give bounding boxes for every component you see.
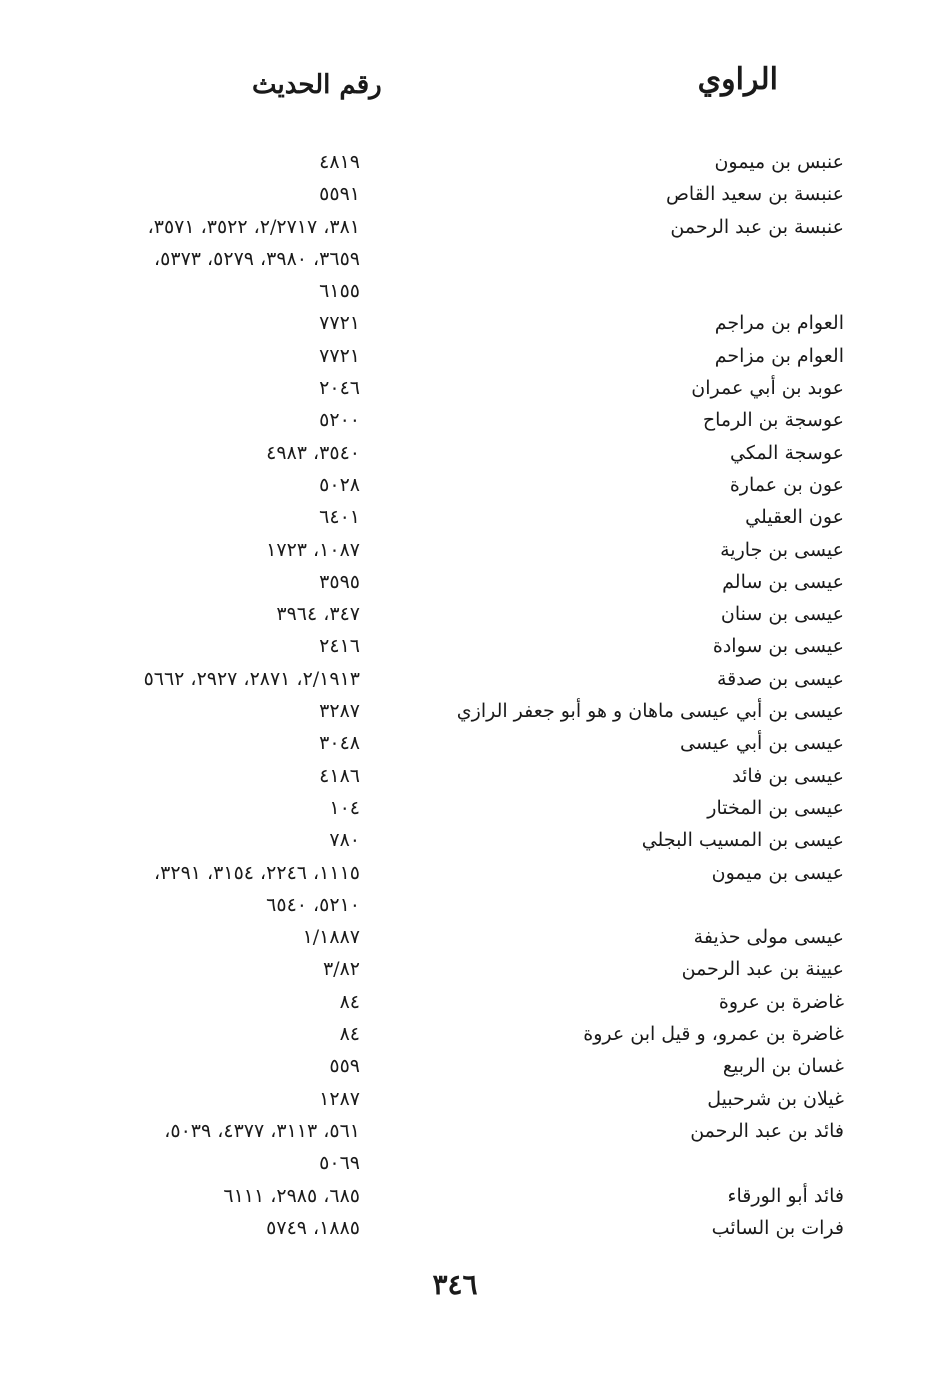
hadith-numbers: ٣٠٤٨ [319,732,360,755]
hadith-numbers: ٥٠٢٨ [319,473,360,496]
hadith-numbers: ١٨٨٥، ٥٧٤٩ [266,1216,360,1239]
hadith-numbers: ٢٤١٦ [319,635,360,658]
narrator-name: عيسى بن سوادة [712,635,844,658]
narrator-column-header: الراوي [697,62,778,97]
index-row [0,534,940,566]
narrator-name: عنبس بن ميمون [714,151,844,173]
index-row [0,953,940,985]
hadith-numbers: ٣٢٨٧ [319,700,360,723]
hadith-numbers: ٥٦١، ٣١١٣، ٤٣٧٧، ٥٠٣٩، [164,1119,360,1142]
hadith-numbers: ٣٦٥٩، ٣٩٨٠، ٥٢٧٩، ٥٣٧٣، [154,247,360,270]
hadith-numbers: ٧٨٠ [329,829,360,852]
hadith-numbers: ٥٥٩ [329,1055,360,1078]
narrator-name: عون بن عمارة [729,473,844,496]
index-row [0,1018,940,1050]
narrator-name: عون العقيلي [745,506,844,529]
hadith-numbers: ٣٥٤٠، ٤٩٨٣ [266,441,360,464]
narrator-name: عيسى بن سالم [722,570,844,593]
index-row [0,146,940,178]
narrator-name: عنبسة بن سعيد القاص [665,183,844,206]
narrator-name: غاضرة بن عمرو، و قيل ابن عروة [583,1023,844,1046]
index-row [0,211,940,243]
index-row [0,307,940,339]
hadith-numbers: ٥٢١٠، ٦٥٤٠ [266,893,360,916]
hadith-numbers: ٤١٨٦ [319,764,360,787]
index-row [0,243,940,275]
narrator-name: عوسجة المكي [730,441,844,464]
index-row [0,760,940,792]
hadith-numbers: ٨٤ [339,990,360,1013]
index-row [0,1147,940,1179]
hadith-numbers: ٣٤٧، ٣٩٦٤ [276,603,360,626]
narrator-name: عوبد بن أبي عمران [691,377,844,400]
narrator-name: عيسى بن أبي عيسى [680,732,844,755]
index-row [0,566,940,598]
hadith-numbers: ٣٥٩٥ [319,570,360,593]
index-row [0,792,940,824]
index-row [0,1050,940,1082]
index-row [0,663,940,695]
narrator-name: فائد بن عبد الرحمن [690,1119,844,1142]
narrator-name: عيسى بن سنان [720,603,844,626]
hadith-numbers: ١٠٤ [329,796,360,819]
index-row [0,404,940,436]
narrator-name: العوام بن مراجم [714,312,844,335]
index-row [0,178,940,210]
hadith-numbers: ١١١٥، ٢٢٤٦، ٣١٥٤، ٣٢٩١، [154,861,360,884]
index-row [0,824,940,856]
index-row [0,275,940,307]
index-row [0,598,940,630]
hadith-numbers: ٦٨٥، ٢٩٨٥، ٦١١١ [223,1184,360,1207]
index-row [0,921,940,953]
hadith-numbers: ٥٢٠٠ [319,409,360,432]
hadith-numbers: ١/١٨٨٧ [302,926,360,949]
narrator-name: عيسى بن ميمون [711,861,844,884]
narrator-name: عوسجة بن الرماح [702,409,844,432]
narrator-name: عنبسة بن عبد الرحمن [670,215,844,238]
narrator-name: غسان بن الربيع [722,1055,844,1078]
hadith-numbers: ٢٠٤٦ [319,377,360,400]
index-row [0,1212,940,1244]
hadith-numbers: ٦١٥٥ [319,280,360,303]
page-number: ٣٤٦ [432,1268,478,1301]
hadith-numbers: ٦٤٠١ [319,506,360,529]
hadith-numbers: ٤٨١٩ [319,151,360,173]
index-row [0,727,940,759]
index-row [0,501,940,533]
hadith-number-column-header: رقم الحديث [252,70,382,100]
index-row [0,986,940,1018]
hadith-numbers: ٣/٨٢ [322,958,360,981]
narrator-name: فائد أبو الورقاء [727,1184,844,1207]
narrator-name: عيسى بن المختار [707,796,844,819]
hadith-numbers: ١٢٨٧ [319,1087,360,1110]
narrator-name: عيسى بن المسيب البجلي [641,829,844,852]
narrator-name: عيينة بن عبد الرحمن [681,958,844,981]
hadith-numbers: ٥٠٦٩ [319,1152,360,1175]
hadith-numbers: ٧٧٢١ [319,312,360,335]
hadith-numbers: ٣٨١، ٢/٢٧١٧، ٣٥٢٢، ٣٥٧١، [147,215,360,238]
hadith-numbers: ٢/١٩١٣، ٢٨٧١، ٢٩٢٧، ٥٦٦٢ [143,667,360,690]
index-row [0,1115,940,1147]
index-row [0,469,940,501]
narrator-name: عيسى بن صدقة [716,667,844,690]
index-row [0,857,940,889]
narrator-name: غاضرة بن عروة [718,990,844,1013]
hadith-numbers: ٥٥٩١ [319,183,360,206]
index-row [0,437,940,469]
index-list [0,146,940,1244]
index-row [0,1180,940,1212]
hadith-numbers: ٧٧٢١ [319,344,360,367]
index-row [0,630,940,662]
narrator-name: عيسى بن فائد [732,764,844,787]
narrator-name: عيسى بن أبي عيسى ماهان و هو أبو جعفر الرازي [456,700,844,723]
index-row [0,340,940,372]
index-row [0,372,940,404]
index-row [0,695,940,727]
narrator-name: عيسى مولى حذيفة [693,926,844,949]
hadith-numbers: ١٠٨٧، ١٧٢٣ [266,538,360,561]
narrator-name: عيسى بن جارية [720,538,844,561]
narrator-name: غيلان بن شرحبيل [707,1087,844,1110]
index-row [0,889,940,921]
hadith-numbers: ٨٤ [339,1023,360,1046]
narrator-name: العوام بن مزاحم [714,344,844,367]
index-row [0,1083,940,1115]
narrator-name: فرات بن السائب [711,1216,844,1239]
